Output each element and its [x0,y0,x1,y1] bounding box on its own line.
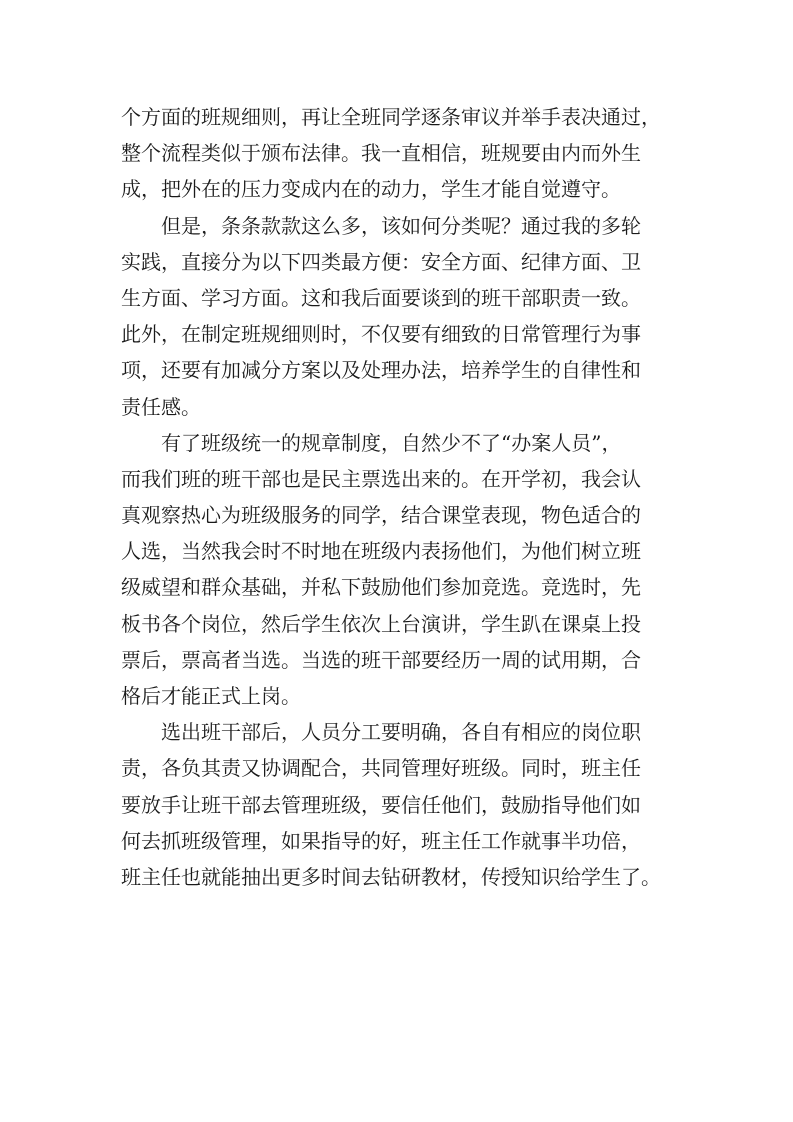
paragraph-3-line-5: 级威望和群众基础，并私下鼓励他们参加竞选。竞选时，先 [121,575,641,600]
paragraph-1-line-2: 整个流程类似于颁布法律。我一直相信，班规要由内而外生 [121,141,641,166]
paragraph-2-line-3: 生方面、学习方面。这和我后面要谈到的班干部职责一致。 [121,285,641,310]
paragraph-2-line-1: 但是，条条款款这么多，该如何分类呢？通过我的多轮 [161,213,641,238]
paragraph-4-line-4: 何去抓班级管理，如果指导的好，班主任工作就事半功倍， [121,828,641,853]
paragraph-3-line-3: 真观察热心为班级服务的同学，结合课堂表现，物色适合的 [121,503,641,528]
paragraph-3-line-6: 板书各个岗位，然后学生依次上台演讲，学生趴在课桌上投 [121,611,641,636]
body-text [121,99,691,895]
paragraph-2-line-5: 项，还要有加减分方案以及处理办法，培养学生的自律性和 [121,358,641,383]
paragraph-1-line-3: 成，把外在的压力变成内在的动力，学生才能自觉遵守。 [121,177,621,202]
paragraph-3-line-1: 有了班级统一的规章制度，自然少不了“办案人员”， [161,430,622,455]
paragraph-1-line-1: 个方面的班规细则，再让全班同学逐条审议并举手表决通过， [121,105,661,129]
paragraph-4-line-5: 班主任也就能抽出更多时间去钻研教材，传授知识给学生了。 [121,864,661,889]
paragraph-2-line-4: 此外，在制定班规细则时，不仅要有细致的日常管理行为事 [121,322,641,347]
paragraph-4-line-2: 责，各负其责又协调配合，共同管理好班级。同时，班主任 [121,756,641,781]
paragraph-3-line-7: 票后，票高者当选。当选的班干部要经历一周的试用期，合 [121,647,641,672]
paragraph-3-line-4: 人选，当然我会时不时地在班级内表扬他们，为他们树立班 [121,539,641,564]
paragraph-3-line-8: 格后才能正式上岗。 [121,684,301,708]
paragraph-4-line-1: 选出班干部后，人员分工要明确，各自有相应的岗位职 [161,720,641,745]
paragraph-2-line-2: 实践，直接分为以下四类最方便：安全方面、纪律方面、卫 [121,249,641,274]
paragraph-4-line-3: 要放手让班干部去管理班级，要信任他们，鼓励指导他们如 [121,792,641,817]
paragraph-2-line-6: 责任感。 [121,394,201,419]
paragraph-3-line-2: 而我们班的班干部也是民主票选出来的。在开学初，我会认 [121,466,641,491]
